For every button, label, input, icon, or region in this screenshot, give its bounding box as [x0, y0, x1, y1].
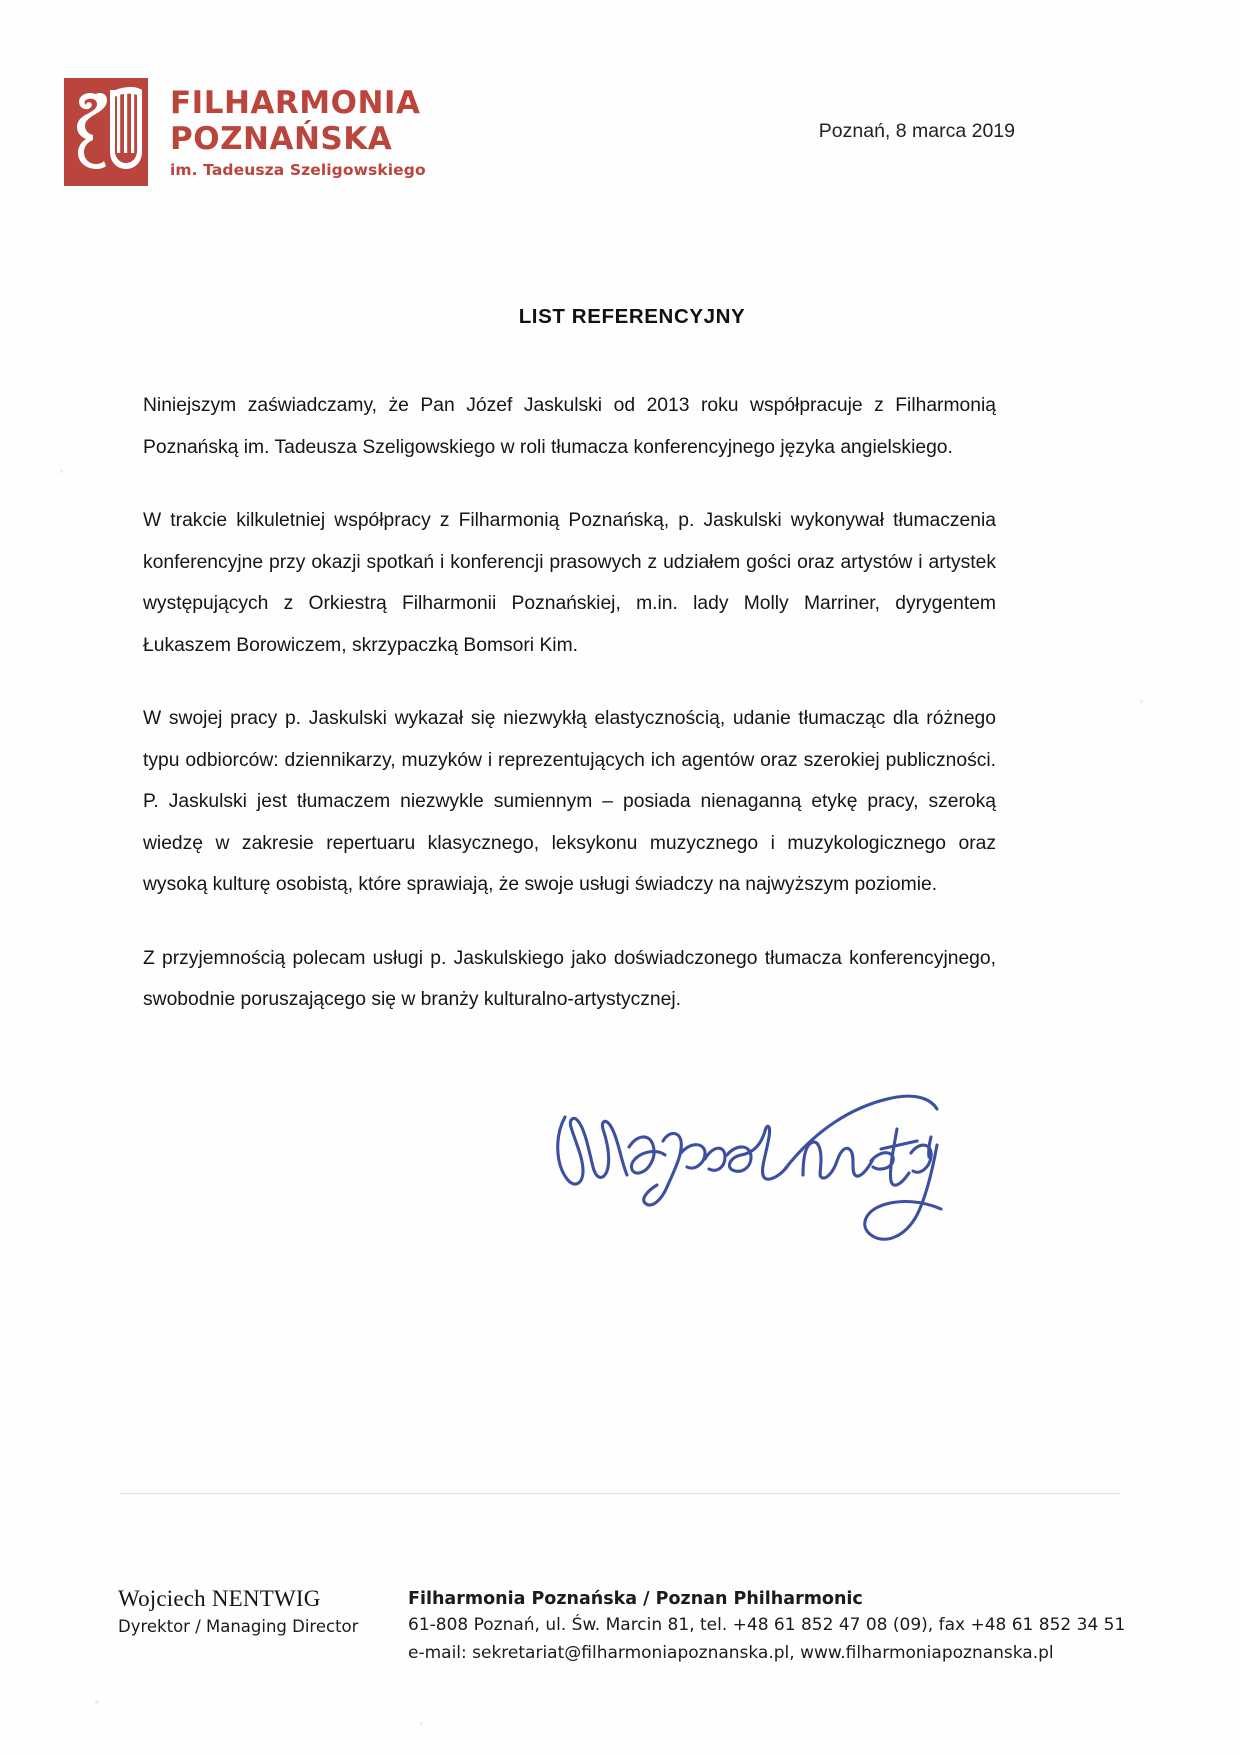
page-title-text: LIST REFERENCYJNY: [518, 305, 746, 328]
organization-contact-block: [408, 1585, 1125, 1667]
paragraph: Niniejszym zaświadczamy, że Pan Józef Jaskulski od 2013 roku współpracuje z Filharmonią Poznańską im. Tadeusza Szeligowskiego w roli tłumacza konferencyjnego języka angielskiego.: [143, 395, 996, 458]
brand-line-2: POZNAŃSKA: [170, 120, 393, 157]
organization-address: 61-808 Poznań, ul. Św. Marcin 81, tel. +48 61 852 47 08 (09), fax +48 61 852 34 51: [408, 1615, 1126, 1636]
document-header: [0, 78, 1240, 208]
scan-speck: [95, 1700, 99, 1704]
signatory-block: [118, 1585, 386, 1636]
signatory-role: Dyrektor / Managing Director: [118, 1616, 359, 1636]
handwritten-signature-icon: [545, 1075, 975, 1265]
letter-body: [143, 385, 996, 1021]
scan-speck: [1140, 700, 1143, 703]
document-footer: [118, 1585, 1126, 1667]
brand-line-1: FILHARMONIA: [170, 85, 421, 121]
footer-divider: [120, 1493, 1120, 1494]
scan-speck: [60, 470, 63, 473]
scan-speck: [420, 1722, 423, 1725]
brand-logo: [64, 78, 426, 186]
paragraph: W trakcie kilkuletniej współpracy z Filharmonią Poznańską, p. Jaskulski wykonywał tłumaczenia konferencyjne przy okazji spotkań i konferencji prasowych z udziałem gości oraz artystów i artystek występujących z Orkiestrą Filharmonii Poznańskiej, m.in. lady Molly Marriner, dyrygentem Łukaszem Borowiczem, skrzypaczką Bomsori Kim.: [143, 510, 996, 656]
brand-subtitle: im. Tadeusza Szeligowskiego: [170, 161, 426, 180]
page-title: [0, 305, 1240, 329]
signatory-name: Wojciech NENTWIG: [118, 1586, 321, 1611]
philharmonic-lyre-cello-logo-icon: [64, 78, 148, 186]
document-date: Poznań, 8 marca 2019: [818, 120, 1015, 142]
paragraph: Z przyjemnością polecam usługi p. Jaskulskiego jako doświadczonego tłumacza konferencyjnego, swobodnie poruszającego się w branży kulturalno-artystycznej.: [143, 947, 996, 1010]
brand-wordmark: [170, 78, 426, 179]
organization-contact: e-mail: sekretariat@filharmoniapoznanska.pl, www.filharmoniapoznanska.pl: [408, 1642, 1054, 1663]
paragraph: W swojej pracy p. Jaskulski wykazał się niezwykłą elastycznością, udanie tłumacząc dla różnego typu odbiorców: dziennikarzy, muzyków i reprezentujących ich agentów oraz szerokiej publiczności. P. Jaskulski jest tłumaczem niezwykle sumiennym – posiada nienaganną etykę pracy, szeroką wiedzę w zakresie repertuaru klasycznego, leksykonu muzycznego i muzykologicznego oraz wysoką kulturę osobistą, które sprawiają, że swoje usługi świadczy na najwyższym poziomie.: [143, 708, 996, 895]
organization-name: Filharmonia Poznańska / Poznan Philharmonic: [408, 1589, 863, 1609]
